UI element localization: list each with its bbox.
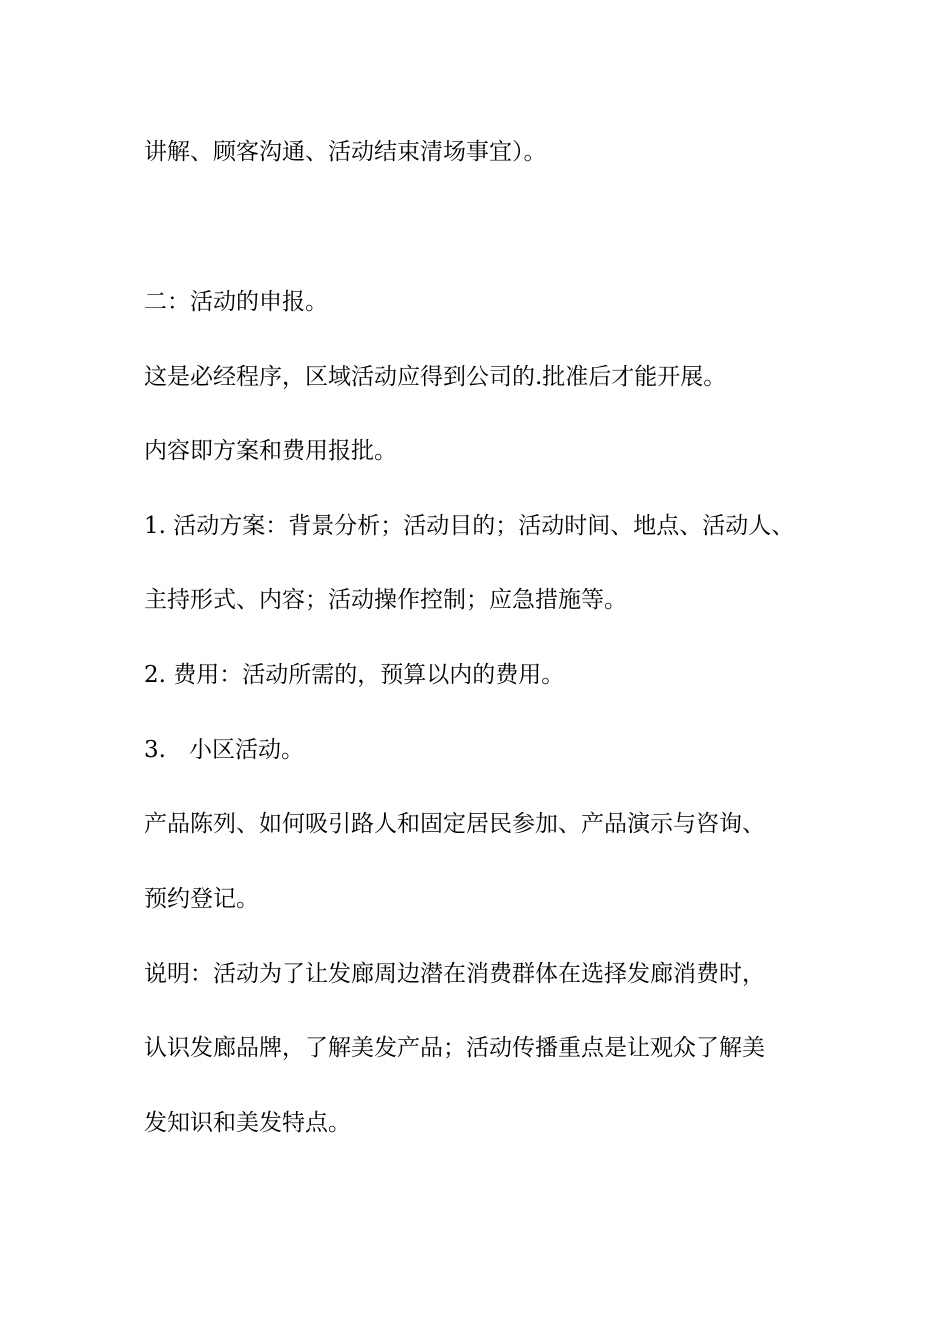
list-item-3: 3. 小区活动。: [144, 737, 304, 763]
text-line-3: 这是必经程序，区域活动应得到公司的.批准后才能开展。: [144, 364, 727, 390]
text-line-4: 内容即方案和费用报批。: [144, 438, 397, 464]
list-item-2: 2. 费用：活动所需的，预算以内的费用。: [144, 662, 565, 688]
explanation-line-2: 认识发廊品牌，了解美发产品；活动传播重点是让观众了解美: [144, 1035, 765, 1061]
explanation-line-3: 发知识和美发特点。: [144, 1110, 351, 1136]
section-heading: 二：活动的申报。: [144, 289, 328, 315]
explanation-line-1: 说明：活动为了让发廊周边潜在消费群体在选择发廊消费时，: [144, 961, 765, 987]
text-line-10: 预约登记。: [144, 886, 259, 912]
list-item-1-line-1: 1. 活动方案：背景分析；活动目的；活动时间、地点、活动人、: [144, 513, 795, 539]
text-line-9: 产品陈列、如何吸引路人和固定居民参加、产品演示与咨询、: [144, 811, 765, 837]
list-item-1-line-2: 主持形式、内容；活动操作控制；应急措施等。: [144, 587, 627, 613]
text-line-1: 讲解、顾客沟通、活动结束清场事宜）。: [144, 139, 547, 165]
